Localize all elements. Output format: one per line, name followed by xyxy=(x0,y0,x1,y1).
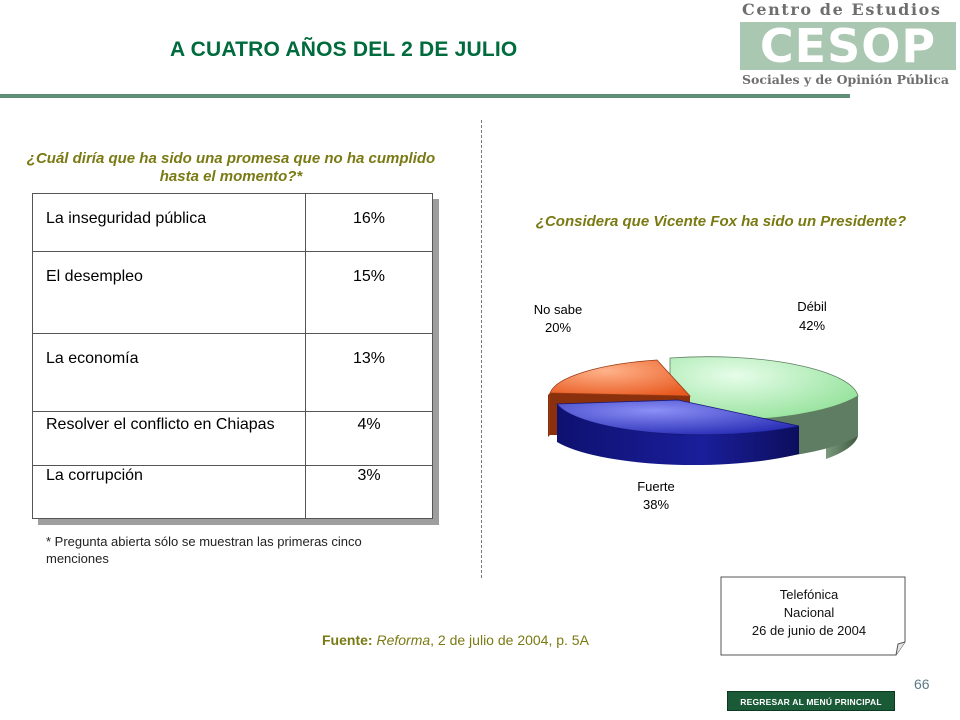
callout-line-3: 26 de junio de 2004 xyxy=(751,623,867,638)
cesop-logo xyxy=(736,0,960,98)
label-debil-name: Débil xyxy=(797,299,827,314)
row-label: El desempleo xyxy=(46,268,143,285)
row-value: 4% xyxy=(357,416,381,433)
logo-top-text: Centro de Estudios xyxy=(742,0,942,19)
table-row xyxy=(33,412,432,466)
row-label: Resolver el conflicto en Chiapas xyxy=(46,416,275,433)
table-row xyxy=(33,466,432,518)
source-detail: , 2 de julio de 2004, p. 5A xyxy=(430,632,589,648)
callout-text xyxy=(720,586,898,640)
title-underline xyxy=(0,94,850,98)
row-value: 16% xyxy=(352,210,386,227)
label-fuerte-value: 38% xyxy=(642,497,670,512)
back-to-main-menu-button[interactable]: REGRESAR AL MENÚ PRINCIPAL xyxy=(727,691,895,711)
page-number: 66 xyxy=(914,676,930,692)
slice-side-nosabe xyxy=(548,393,550,437)
label-nosabe-name: No sabe xyxy=(533,302,583,317)
source-publication: Reforma xyxy=(376,632,431,648)
right-question: ¿Considera que Vicente Fox ha sido un Presidente? xyxy=(535,213,907,230)
table-row xyxy=(33,334,432,412)
slice-nosabe xyxy=(550,360,690,396)
label-debil-value: 42% xyxy=(798,318,826,333)
logo-bottom-text: Sociales y de Opinión Pública xyxy=(742,72,950,87)
row-value: 3% xyxy=(357,467,381,484)
left-question: ¿Cuál diría que ha sido una promesa que no ha cumplido hasta el momento?* xyxy=(26,150,436,185)
callout-line-1: Telefónica xyxy=(779,587,839,602)
row-label: La corrupción xyxy=(46,467,143,484)
page-title: A CUATRO AÑOS DEL 2 DE JULIO xyxy=(170,38,518,61)
label-nosabe-value: 20% xyxy=(544,320,572,335)
row-value: 13% xyxy=(352,350,386,367)
table-row xyxy=(33,194,432,252)
pie-chart xyxy=(500,280,940,530)
table-footnote: * Pregunta abierta sólo se muestran las primeras cinco menciones xyxy=(46,534,362,566)
survey-callout xyxy=(720,576,906,656)
label-fuerte-name: Fuerte xyxy=(637,479,675,494)
row-value: 15% xyxy=(352,268,386,285)
callout-line-2: Nacional xyxy=(783,605,835,620)
logo-acronym: CESOP xyxy=(759,19,937,73)
row-label: La economía xyxy=(46,350,139,367)
source-label: Fuente: xyxy=(322,632,373,648)
table-row-divider xyxy=(33,252,432,334)
promises-table xyxy=(32,193,433,519)
row-label: La inseguridad pública xyxy=(46,210,207,227)
source-line xyxy=(322,632,589,648)
panel-divider xyxy=(481,120,482,578)
